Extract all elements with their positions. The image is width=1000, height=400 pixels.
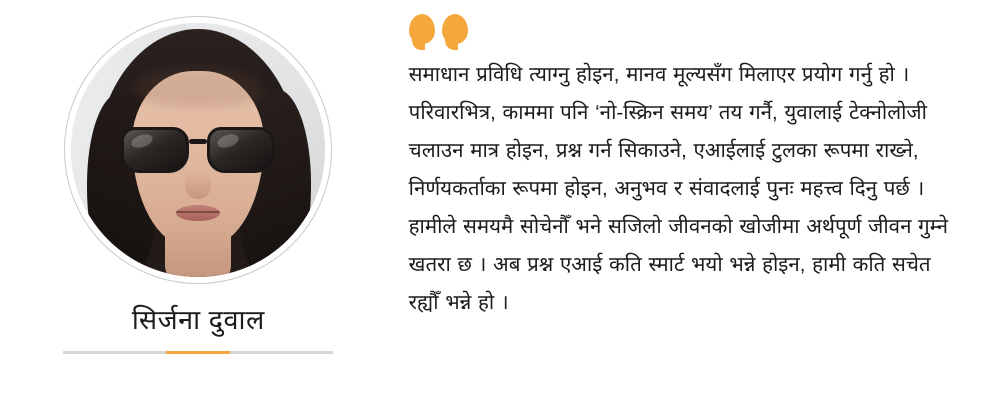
author-name: सिर्जना दुवाल xyxy=(131,305,265,335)
sunglasses-right-lens xyxy=(207,127,275,173)
portrait-neck xyxy=(165,229,231,277)
quote-column xyxy=(397,0,1000,322)
divider-left-segment xyxy=(63,351,166,354)
portrait-lips xyxy=(176,205,220,221)
portrait-photo xyxy=(71,23,325,277)
sunglasses-left-lens xyxy=(121,127,189,173)
divider-right-segment xyxy=(230,351,333,354)
sunglasses-icon xyxy=(121,127,275,173)
quote-text: समाधान प्रविधि त्याग्नु होइन, मानव मूल्यसँग मिलाएर प्रयोग गर्नु हो । परिवारभित्र, काममा पनि ‘नो-स्क्रिन समय’ तय गर्नै, युवालाई टेक्नोलोजी चलाउन मात्र होइन, प्रश्न गर्न सिकाउने, एआईलाई टुलका रूपमा राख्ने, निर्णयकर्ताका रूपमा होइन, अनुभव र संवादलाई पुनः महत्त्व दिनु पर्छ । हामीले समयमै सोचेनौँ भने सजिलो जीवनको खोजीमा अर्थपूर्ण जीवन गुम्ने खतरा छ । अब प्रश्न एआई कति स्मार्ट भयो भन्ने होइन, हामी कति सचेत रह्यौँ भन्ने हो । xyxy=(408,63,948,314)
portrait-frame xyxy=(64,16,332,284)
quotation-mark-icon xyxy=(409,14,964,44)
quotation-mark-left-blob xyxy=(409,14,435,44)
name-divider xyxy=(63,351,333,354)
divider-accent-segment xyxy=(166,351,230,354)
portrait-column xyxy=(0,0,397,400)
portrait-forehead-shadow xyxy=(134,67,262,107)
sunglasses-bridge xyxy=(189,139,207,144)
portrait-nose xyxy=(185,173,211,199)
quotation-mark-right-blob xyxy=(442,14,468,44)
